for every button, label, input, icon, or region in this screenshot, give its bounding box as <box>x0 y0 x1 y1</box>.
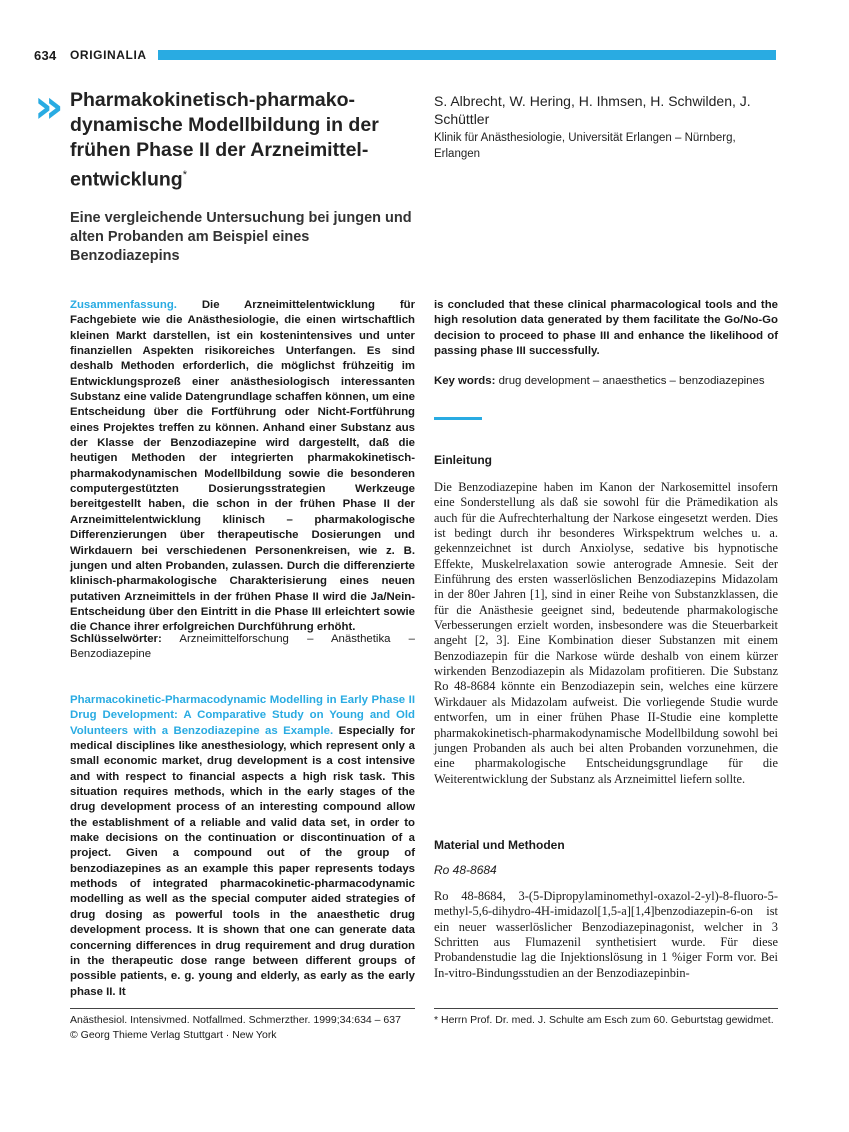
footer-rule-right <box>434 1008 778 1009</box>
keywords-english-text: drug development – anaesthetics – benzodiazepines <box>498 375 765 387</box>
affiliation: Klinik für Anästhesiologie, Universität Erlangen – Nürnberg, Erlangen <box>434 132 736 160</box>
quote-mark-icon: » <box>34 79 58 133</box>
abstract-english-text: Especially for medical disciplines like anesthesiology, which represent only a small economic market, drug development is a cost intensive and with respect to financial aspects a high risk task. This situation requires methods, which in the early stages of the drug development process of an interesting compound allow the establishment of a reliable and valid data set, in order to make decisions on the continuation or discontinuation of a project. Given a compound out of the group of benzodiazepines as an example this paper represents todays methods of integrated pharmacokinetic-pharmacodynamic modelling as well as the special computer aided strategies of drug dosing as powerful tools in the anaesthetic drug development process. It is shown that one can generate data concerning differences in drug requirement and drug duration in the therapeutic dose range between different groups of possible patients, e. g. young and elderly, as early as the early phase II. It <box>70 724 416 998</box>
title-footnote-mark: * <box>182 169 187 181</box>
abstract-english-title: Pharmacokinetic-Pharmacodynamic Modelling in Early Phase II Drug Development: A Comparative Study on Young and Old Volunteers with a Benzodiazepine as Example. <box>70 694 415 737</box>
abstract-german-label: Zusammenfassung. <box>70 299 177 311</box>
abstract-german <box>70 298 415 636</box>
dedication-footnote: * Herrn Prof. Dr. med. J. Schulte am Esch zum 60. Geburtstag gewidmet. <box>434 1014 774 1026</box>
methods-heading: Material und Methoden <box>434 838 565 852</box>
introduction-body: Die Benzodiazepine haben im Kanon der Narkosemittel insofern eine Sonderstellung als daß sie sowohl für die Prämedikation als auch für die Aufrechterhaltung der Narkose eingesetzt werden. Dies ist bedingt durch ihr besonderes Wirkspektrum welches u. a. gekennzeichnet ist durch Anxiolyse, sedative bis hypnotische Effekte, Muskelrelaxation sowie anterograde Amnesie. Seit der Einführung des ersten wasserlöslichen Benzodiazepins Midazolam in der 80er Jahren [1], sind in einer Reihe von Substanzklassen, die für die Anästhesie geeignet sind, bedeutende pharmakologische Verbesserungen erzielt worden, insbesondere was die Steuerbarkeit angeht [2, 3]. Eine Kombination dieser Substanzen mit einem Benzodiazepin für die Narkose würde deshalb von einem kürzer wirkenden Benzodiazepin als Midazolam profitieren. Die Substanz Ro 48-8684 könnte ein Benzodiazepin sein, welches eine kürzere Wirkdauer als Midazolam aufweist. Die vorliegende Studie wurde entworfen, um in einer frühen Phase II-Studie eine komplette pharmakokinetisch-pharmakodynamische Modellbildung sowohl bei jungen Probanden als auch bei alten Probanden vorzunehmen, die eine pharmakologische Entscheidungsgrundlage für die Weiterentwicklung der Substanz als Arzneimittel liefern sollte. <box>434 480 778 786</box>
article-subtitle: Eine vergleichende Untersuchung bei jungen und alten Probanden am Beispiel eines Benzodiazepins <box>70 210 412 264</box>
authors: S. Albrecht, W. Hering, H. Ihmsen, H. Schwilden, J. Schüttler <box>434 93 751 127</box>
abstract-german-paragraph <box>70 298 415 636</box>
section-divider <box>434 417 482 420</box>
methods-body: Ro 48-8684, 3-(5-Dipropylaminomethyl-oxazol-2-yl)-8-fluoro-5-methyl-5,6-dihydro-4H-imidazol[1,5-a][1,4]benzodiazepin-6-on ist ein neuer wasserlöslicher Benzodiazepinagonist, welcher in 3 Schritten aus Flumazenil synthetisiert wurde. Für diese Probandenstudie lag die Injektionslösung in 1 %iger Form vor. Bei In-vitro-Bindungsstudien an der Benzodiazepinbin- <box>434 889 778 980</box>
introduction-heading: Einleitung <box>434 453 492 467</box>
citation-line-2: © Georg Thieme Verlag Stuttgart · New York <box>70 1029 277 1041</box>
abstract-english <box>70 693 415 1000</box>
footer-rule-left <box>70 1008 415 1009</box>
keywords-german <box>70 632 415 663</box>
keywords-english-label: Key words: <box>434 375 496 387</box>
article-title <box>70 88 410 193</box>
header-accent-bar <box>158 50 776 60</box>
journal-citation <box>70 1013 430 1043</box>
page-number: 634 <box>34 48 57 63</box>
abstract-english-continuation <box>434 298 778 359</box>
section-label: ORIGINALIA <box>70 48 147 62</box>
keywords-english <box>434 374 778 389</box>
keywords-german-label: Schlüsselwörter: <box>70 633 162 645</box>
methods-subheading: Ro 48-8684 <box>434 863 497 877</box>
article-title-text: Pharmakokinetisch-pharmako-dynamische Modellbildung in der frühen Phase II der Arzneimittel-entwicklung <box>70 89 379 191</box>
abstract-english-continuation-text: is concluded that these clinical pharmacological tools and the high resolution data generated by them facilitate the Go/No-Go decision to proceed to phase III and enhance the likelihood of passing phase III successfully. <box>434 299 778 358</box>
citation-line-1: Anästhesiol. Intensivmed. Notfallmed. Schmerzther. 1999;34:634 – 637 <box>70 1014 401 1026</box>
abstract-german-text: Die Arzneimittelentwicklung für Fachgebiete wie die Anästhesiologie, die einen wirtschaftlich kleinen Markt darstellen, ist ein kostenintensives und unter finanziellen Aspekten risikoreiches Unterfangen. Es sind deshalb Methoden erforderlich, die möglichst frühzeitig im Entwicklungsprozeß einer anästhesiologisch interessanten Substanz eine valide Datengrundlage schaffen können, um eine Entscheidung über die Fortführung oder Nicht-Fortführung eines Projektes treffen zu können. Anhand einer Substanz aus der Klasse der Benzodiazepine wird dargestellt, daß die heutigen Methoden der integrierten pharmakokinetisch-pharmakodynamischen Modellbildung sowie die besonderen computergestützten Dosierungsstrategien Werkzeuge bereitgestellt haben, die schon in der frühen Phase II der Arzneimittelentwicklung klinisch – pharmakologische Differenzierungen über therapeutische Dosierungen und Wirkdauern bei verschiedenen Personenkreisen, wie z. B. jungen und alten Probanden, zulassen. Durch die differenzierte klinisch-pharmakologische Charakterisierung eines neuen putativen Arzneimittels in der frühen Phase II wird die Ja/Nein-Entscheidung über den Eintritt in die Phase III erleichtert sowie die Chance ihrer erfolgreichen Durchführung erhöht. <box>70 299 415 634</box>
keywords-german-text: Arzneimittelforschung – Anästhetika – Benzodiazepine <box>70 633 415 661</box>
